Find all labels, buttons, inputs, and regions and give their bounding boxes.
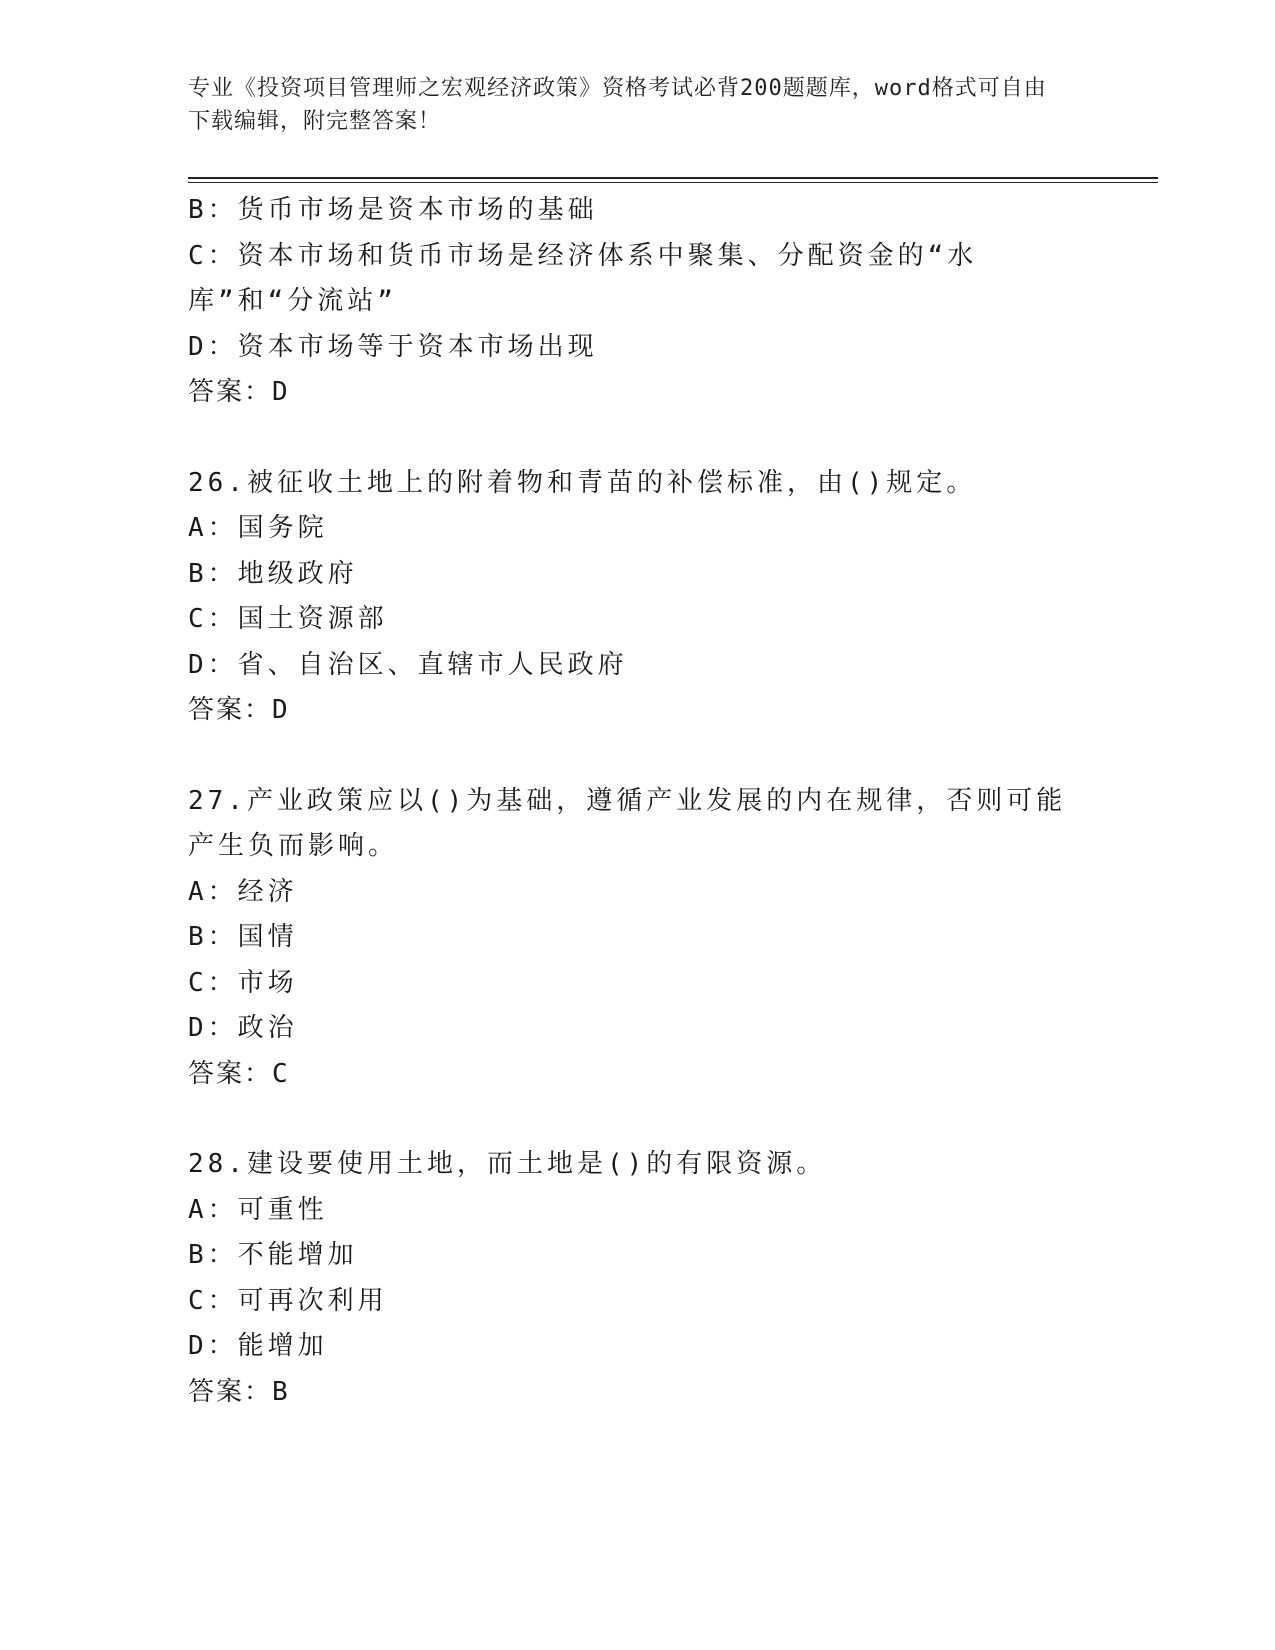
option-d: D：省、自治区、直辖市人民政府 [188,649,628,680]
option-a: A：经济 [188,876,298,907]
option-c: C：资本市场和货币市场是经济体系中聚集、分配资金的“水库”和“分流站” [188,240,978,316]
option-a: A：可重性 [188,1194,328,1225]
question-content [188,188,1088,1415]
answer: 答案：C [188,1058,290,1089]
question-stem: 27.产业政策应以()为基础，遵循产业发展的内在规律，否则可能产生负而影响。 [188,785,1067,861]
option-b: B：货币市场是资本市场的基础 [188,195,598,225]
option-c: C：市场 [188,967,298,998]
option-d: D：政治 [188,1013,298,1043]
option-a: A：国务院 [188,513,328,543]
answer: 答案：D [188,695,290,725]
option-c: C：国土资源部 [188,604,388,634]
option-d: D：能增加 [188,1331,328,1361]
question-28 [188,1142,1088,1415]
option-b: B：国情 [188,922,298,952]
question-stem: 26.被征收土地上的附着物和青苗的补偿标准，由()规定。 [188,467,977,498]
option-d: D：资本市场等于资本市场出现 [188,331,598,362]
question-27 [188,779,1088,1098]
answer: 答案：B [188,1376,290,1407]
header-rule-thin [188,182,1158,183]
option-b: B：地级政府 [188,558,358,589]
document-header: 专业《投资项目管理师之宏观经济政策》资格考试必背200题题库，word格式可自由下载编辑，附完整答案！ [188,76,1047,134]
option-b: B：不能增加 [188,1240,358,1270]
question-26 [188,461,1088,734]
question-stem: 28.建设要使用土地，而土地是()的有限资源。 [188,1149,827,1179]
option-c: C：可再次利用 [188,1285,388,1316]
answer: 答案：D [188,377,290,407]
header-rule-thick [188,177,1158,179]
partial-question [188,188,1088,416]
